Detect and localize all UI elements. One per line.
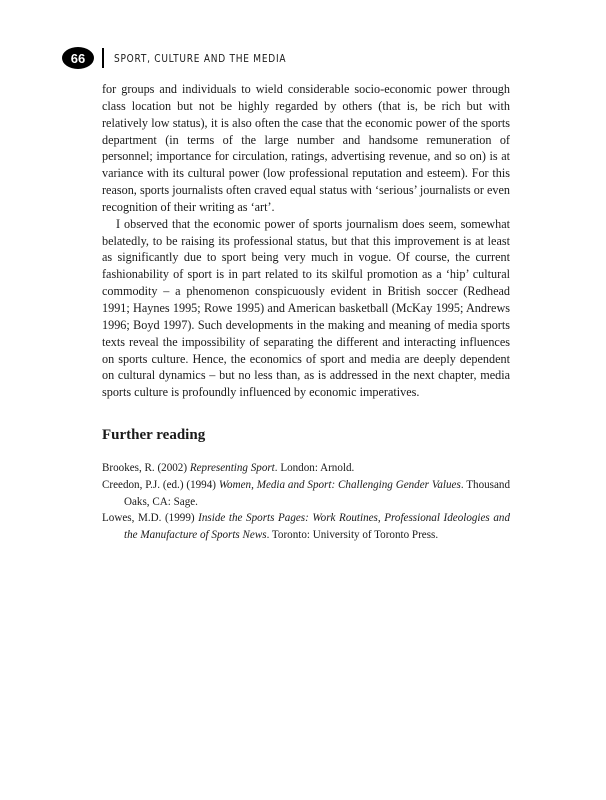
reference-list [102,460,510,544]
header-divider [102,48,104,68]
reference-author: Brookes, R. (2002) [102,462,190,474]
reference-publisher: . Toronto: University of Toronto Press. [266,529,439,542]
paragraph: I observed that the economic power of sports journalism does seem, somewhat belatedly, to be raising its professional status, but that this improvement is at least as significantly due to sport being very much in vogue. Of course, the current fashionability of sport is in part related to its skilful promotion as a ‘hip’ cultural commodity – a phenomenon conspicuously evident in British soccer (Redhead 1991; Haynes 1995; Rowe 1995) and American basketball (McKay 1995; Andrews 1996; Boyd 1997). Such developments in the making and meaning of media sports texts reveal the impossibility of separating the different and interacting influences on sports culture. Hence, the economics of sport and media are deeply dependent on cultural dynamics – but no less than, as is addressed in the next chapter, media sports culture is profoundly influenced by economic imperatives. [102,216,510,400]
reference-item [102,460,510,477]
reference-publisher: . Thousand Oaks, CA: Sage. [124,478,510,508]
section-heading: Further reading [102,427,206,443]
reference-publisher: . London: Arnold. [274,462,355,474]
reference-title: Women, Media and Sport: Challenging Gender Values [218,478,461,491]
body-text [102,81,510,401]
reference-title: Inside the Sports Pages: Work Routines, Professional Ideologies and the Manufacture of Sports News [124,512,510,542]
paragraph: for groups and individuals to wield considerable socio-economic power through class location but not be highly regarded by others (that is, be rich but with relatively low status), it is also often the case that the economic power of the sports department (in terms of the large number and handsome remuneration of personnel; importance for circulation, ratings, advertising revenue, and so on) is at variance with its cultural power (low professional reputation and esteem). For this reason, sports journalists often craved equal status with ‘serious’ journalists or even recognition of their writing as ‘art’. [102,82,510,214]
page-number: 66 [62,47,94,69]
reference-title: Representing Sport [189,462,275,474]
page-header [62,46,324,70]
reference-author: Lowes, M.D. (1999) [102,512,199,525]
running-head: SPORT, CULTURE AND THE MEDIA [114,51,287,65]
reference-item [102,510,510,544]
reference-author: Creedon, P.J. (ed.) (1994) [102,478,219,491]
reference-item [102,477,510,511]
